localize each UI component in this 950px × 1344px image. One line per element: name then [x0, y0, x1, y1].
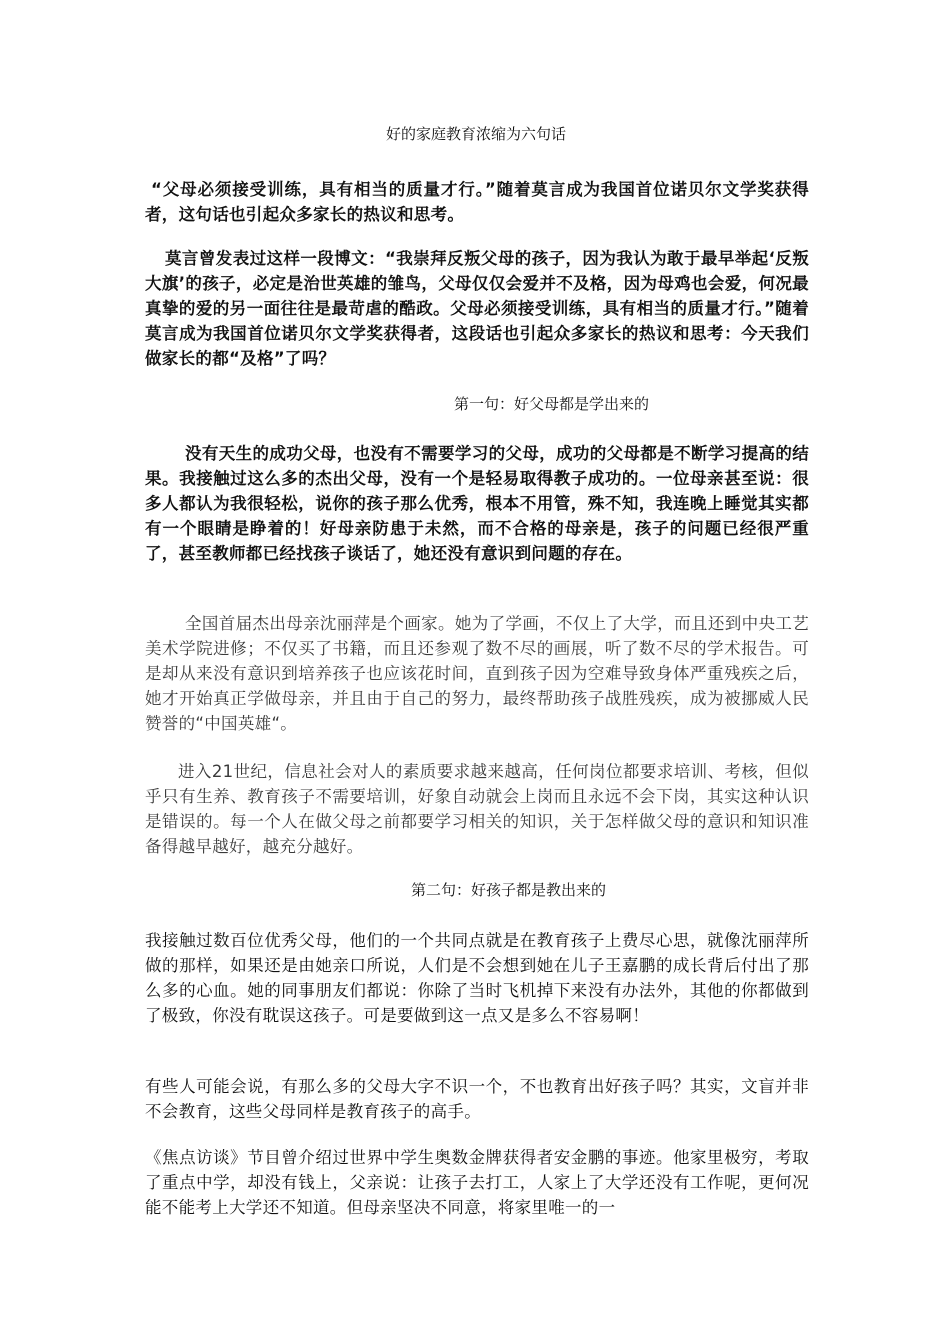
section-1-paragraph-2: 全国首届杰出母亲沈丽萍是个画家。她为了学画，不仅上了大学，而且还到中央工艺美术学院进修；不仅买了书籍，而且还参观了数不尽的画展，听了数不尽的学术报告。可是却从来没有意识到培养孩子也应该花时间，直到孩子因为空难导致身体严重残疾之后，她才开始真正学做母亲，并且由于自己的努力，最终帮助孩子战胜残疾，成为被挪威人民赞誉的“中国英雄“。 — [145, 614, 809, 733]
section-1-paragraph-3: 进入21世纪，信息社会对人的素质要求越来越高，任何岗位都要求培训、考核，但似乎只有生养、教育孩子不需要培训，好象自动就会上岗而且永远不会下岗，其实这种认识是错误的。每一个人在做父母之前都要学习相关的知识，关于怎样做父母的意识和知识准备得越早越好，越充分越好。 — [145, 762, 809, 856]
section-heading-1: 第一句：好父母都是学出来的 — [454, 395, 650, 413]
blog-quote-paragraph: 莫言曾发表过这样一段博文：“我崇拜反叛父母的孩子，因为我认为敢于最早举起‘反叛大旗’的孩子，必定是治世英雄的雏鸟，父母仅仅会爱并不及格，因为母鸡也会爱，何况最真挚的爱的另一面往往是最苛虐的酷政。父母必须接受训练，具有相当的质量才行。”随着莫言成为我国首位诺贝尔文学奖获得者，这段话也引起众多家长的热议和思考：今天我们做家长的都“及格”了吗？ — [145, 249, 809, 368]
section-2-paragraph-1: 我接触过数百位优秀父母，他们的一个共同点就是在教育孩子上费尽心思，就像沈丽萍所做的那样，如果还是由她亲口所说，人们是不会想到她在儿子王嘉鹏的成长背后付出了那么多的心血。她的同事朋友们都说：你除了当时飞机掉下来没有办法外，其他的你都做到了极致，你没有耽误这孩子。可是要做到这一点又是多么不容易啊！ — [145, 931, 809, 1025]
section-2-paragraph-2: 有些人可能会说，有那么多的父母大字不识一个，不也教育出好孩子吗？其实，文盲并非不会教育，这些父母同样是教育孩子的高手。 — [145, 1077, 809, 1121]
document-title: 好的家庭教育浓缩为六句话 — [385, 125, 566, 143]
intro-paragraph: “父母必须接受训练，具有相当的质量才行。”随着莫言成为我国首位诺贝尔文学奖获得者，这句话也引起众多家长的热议和思考。 — [145, 180, 809, 224]
section-1-paragraph-1: 没有天生的成功父母，也没有不需要学习的父母，成功的父母都是不断学习提高的结果。我接触过这么多的杰出父母，没有一个是轻易取得教子成功的。一位母亲甚至说：很多人都认为我很轻松，说你的孩子那么优秀，根本不用管，殊不知，我连晚上睡觉其实都有一个眼睛是睁着的！好母亲防患于未然，而不合格的母亲是，孩子的问题已经很严重了，甚至教师都已经找孩子谈话了，她还没有意识到问题的存在。 — [145, 444, 809, 563]
section-heading-2: 第二句：好孩子都是教出来的 — [411, 881, 607, 899]
section-2-paragraph-3: 《焦点访谈》节目曾介绍过世界中学生奥数金牌获得者安金鹏的事迹。他家里极穷，考取了重点中学，却没有钱上，父亲说：让孩子去打工，人家上了大学还没有工作呢，更何况能不能考上大学还不知道。但母亲坚决不同意，将家里唯一的一 — [145, 1148, 809, 1217]
